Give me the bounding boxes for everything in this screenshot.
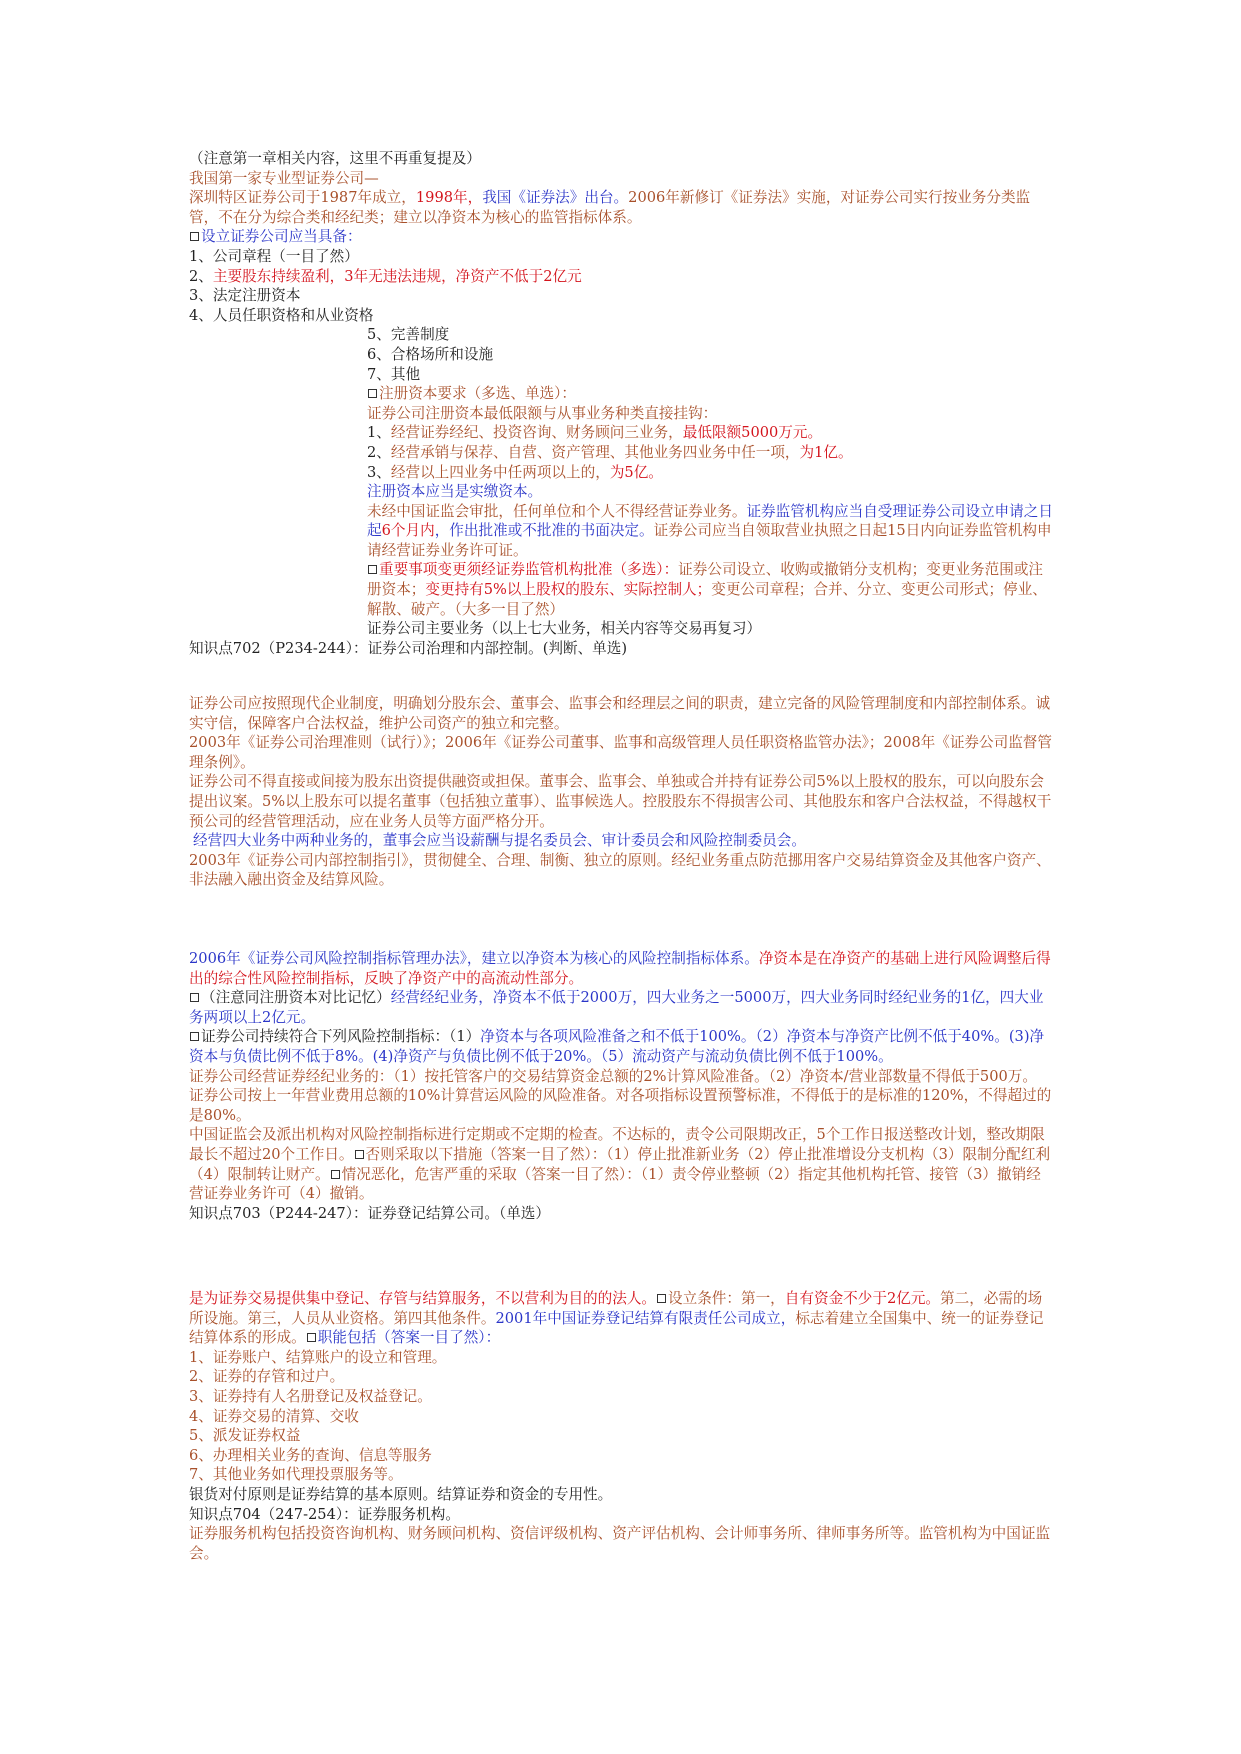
paragraph: [189, 404, 1055, 424]
text-run: 6个月内: [381, 522, 435, 540]
checkbox-square-icon: [307, 1333, 316, 1342]
text-run: 1、证券账户、结算账户的设立和管理。: [189, 1348, 447, 1366]
text-run: （注意第一章相关内容，这里不再重复提及）: [189, 150, 481, 167]
paragraph: [189, 831, 1055, 851]
paragraph: [189, 733, 1055, 772]
text-run: 2003年《证券公司内部控制指引》，贯彻健全、合理、制衡、独立的原则。经纪业务重点防范挪用客户交易结算资金及其他客户资产、非法融入融出资金及结算风险。: [189, 851, 1051, 889]
paragraph: [189, 1348, 1055, 1368]
paragraph: [189, 423, 1055, 443]
text-run: 证券公司应按照现代企业制度，明确划分股东会、董事会、监事会和经理层之间的职责，建立完备的风险管理制度和内部控制体系。诚实守信，保障客户合法权益，维护公司资产的独立和完整。: [189, 695, 1051, 732]
text-run: 经营证券经纪、投资咨询、财务顾问三业务，: [390, 424, 683, 442]
text-run: 中国证监会及派出机构对风险控制指标进行定期或不定期的检查。不达标的，责令公司限期改正，5个工作日报送整改计划，整改期限最长不超过20个工作日。: [189, 1126, 1045, 1163]
checkbox-square-icon: [368, 565, 377, 574]
paragraph: [189, 1485, 1055, 1505]
text-run: 7、其他: [367, 365, 421, 383]
paragraph: [189, 1524, 1055, 1563]
paragraph: [189, 482, 1055, 502]
text-run: 2006年新修订《证券法》实施，对证券公司实行按业务分类监管，不在分为综合类和经纪类；建立以净资本为核心的监管指标体系。: [189, 189, 1031, 226]
text-run: 是为证券交易提供集中登记、存管与结算服务，不以营利为目的的法人。: [189, 1290, 657, 1307]
paragraph: [189, 365, 1055, 385]
checkbox-square-icon: [190, 1032, 199, 1041]
text-run: 2006年《证券公司风险控制指标管理办法》，建立以净资本为核心的风险控制指标体系。: [189, 950, 759, 967]
section-governance-internal-control: [189, 694, 1055, 890]
text-run: 知识点703（P244-247）：证券登记结算公司。（单选）: [189, 1204, 550, 1222]
paragraph: [189, 286, 1055, 306]
text-run: 经营承销与保荐、自营、资产管理、其他业务四业务中任一项，: [390, 443, 800, 461]
text-run: 第二，必需的场所设施。第三，人员从业资格。第四其他条件。: [189, 1290, 1043, 1327]
text-run: 知识点702（P234-244）：证券公司治理和内部控制。(判断、单选): [189, 639, 628, 657]
text-run: （注意同注册资本对比记忆）: [201, 989, 391, 1007]
text-run: 5、完善制度: [367, 326, 450, 344]
text-run: 经营四大业务中两种业务的，董事会应当设薪酬与提名委员会、审计委员会和风险控制委员会。: [193, 832, 806, 850]
text-run: 职能包括（答案一目了然）：: [317, 1329, 501, 1347]
paragraph: [189, 1407, 1055, 1427]
section-company-establishment: [189, 149, 1055, 658]
text-run: 净资本是在净资产的基础上进行风险调整后得出的综合性风险控制指标，反映了净资产中的高流动性部分。: [189, 950, 1051, 987]
text-run: 2、: [367, 443, 391, 461]
paragraph: [189, 149, 1055, 169]
text-run: 证券公司按上一年营业费用总额的10%计算营运风险的风险准备。对各项指标设置预警标准，不得低于的是标准的120%，不得超过的是80%。: [189, 1087, 1052, 1124]
text-run: 经营经纪业务，净资本不低于2000万，四大业务之一5000万，四大业务同时经纪业务的1亿，四大业务两项以上2亿元。: [189, 989, 1044, 1026]
paragraph: [189, 1086, 1055, 1125]
text-run: 3、: [367, 463, 391, 481]
paragraph: [189, 694, 1055, 733]
paragraph: [189, 1367, 1055, 1387]
text-run: 6、合格场所和设施: [367, 345, 494, 363]
text-run: 1、公司章程（一目了然）: [189, 247, 359, 265]
text-run: 设立条件：第一，: [668, 1290, 785, 1307]
text-run: 1、: [367, 424, 391, 442]
text-run: 证券公司应当自领取营业执照之日起15日内向证券监管机构申请经营证券业务许可证。: [367, 522, 1052, 559]
text-run: 2001年中国证券登记结算有限责任公司成立，: [495, 1309, 796, 1327]
paragraph: [189, 306, 1055, 326]
checkbox-square-icon: [368, 389, 377, 398]
text-run: 设立证券公司应当具备：: [201, 228, 362, 246]
text-run: 深圳特区证券公司于1987年成立，: [189, 189, 416, 207]
paragraph: [189, 443, 1055, 463]
text-run: 2003年《证券公司治理准则（试行）》；2006年《证券公司董事、监事和高级管理人员任职资格监管办法》；2008年《证券公司监督管理条例》。: [189, 734, 1052, 771]
text-run: 4、证券交易的清算、交收: [189, 1407, 359, 1425]
paragraph: [189, 1027, 1055, 1066]
paragraph: [189, 1426, 1055, 1446]
paragraph: [189, 639, 1055, 659]
paragraph: [189, 1125, 1055, 1203]
text-run: 2、证券的存管和过户。: [189, 1368, 345, 1386]
text-run: 证券公司经营证券经纪业务的：（1）按托管客户的交易结算资金总额的2%计算风险准备。（2）净资本/营业部数量不得低于500万。: [189, 1067, 1037, 1085]
checkbox-square-icon: [190, 993, 199, 1002]
section-registration-settlement: [189, 1289, 1055, 1563]
text-run: 标志着建立全国集中、统一的证券登记结算体系的形成。: [189, 1309, 1044, 1347]
paragraph: [189, 1387, 1055, 1407]
text-run: 最低限额5000万元。: [682, 424, 823, 442]
paragraph: [189, 1204, 1055, 1224]
paragraph: [189, 267, 1055, 287]
text-run: 证券公司不得直接或间接为股东出资提供融资或担保。董事会、监事会、单独或合并持有证券公司5%以上股权的股东，可以向股东会提出议案。5%以上股东可以提名董事（包括独立董事）、监事候选人。控股股东不得损害公司、其他股东和客户合法权益，不得越权干预公司的经营管理活动，应在业务人员等方面严格分开。: [189, 773, 1052, 830]
text-run: 经营以上四业务中任两项以上的，: [390, 463, 610, 481]
text-run: 变更持有5%以上股权的股东、实际控制人；: [425, 581, 712, 599]
text-run: 4、人员任职资格和从业资格: [189, 306, 374, 324]
text-run: 证券公司持续符合下列风险控制指标：（1）: [201, 1028, 481, 1046]
paragraph: [189, 772, 1055, 831]
paragraph: [189, 1289, 1055, 1348]
text-run: 注册资本应当是实缴资本。: [367, 483, 543, 501]
paragraph: [189, 463, 1055, 483]
text-run: 证券服务机构包括投资咨询机构、财务顾问机构、资信评级机构、资产评估机构、会计师事务所、律师事务所等。监管机构为中国证监会。: [189, 1525, 1051, 1562]
text-run: 证券监管机构应当自受理证券公司设立申请之日起: [367, 502, 1053, 540]
paragraph: [189, 325, 1055, 345]
text-run: 变更公司章程；合并、分立、变更公司形式；停业、解散、破产。（大多一目了然）: [367, 581, 1047, 618]
paragraph: [189, 851, 1055, 890]
paragraph: [189, 1465, 1055, 1485]
paragraph: [189, 1446, 1055, 1466]
text-run: 5、派发证券权益: [189, 1427, 301, 1445]
paragraph: [189, 1505, 1055, 1525]
text-run: 证券公司设立、收购或撤销分支机构；变更业务范围或注册资本；: [367, 561, 1044, 599]
paragraph: [189, 384, 1055, 404]
text-run: 7、其他业务如代理投票服务等。: [189, 1466, 403, 1484]
paragraph: [189, 247, 1055, 267]
paragraph: [189, 949, 1055, 988]
paragraph: [189, 227, 1055, 247]
paragraph: [189, 169, 1055, 189]
text-run: 1998年，: [415, 189, 483, 207]
text-run: 2、: [189, 267, 213, 285]
paragraph: [189, 988, 1055, 1027]
text-run: 主要股东持续盈利，3年无违法违规，净资产不低于2亿元: [212, 267, 582, 285]
text-run: 为1亿。: [799, 443, 853, 461]
text-run: 3、法定注册资本: [189, 287, 301, 305]
text-run: 6、办理相关业务的查询、信息等服务: [189, 1446, 432, 1464]
text-run: 注册资本要求（多选、单选）：: [379, 385, 577, 403]
text-run: 证券公司主要业务（以上七大业务，相关内容等交易再复习）: [367, 620, 762, 638]
text-run: 否则采取以下措施（答案一目了然）：（1）停止批准新业务（2）停止批准增设分支机构（3）限制分配红利（4）限制转让财产。: [189, 1145, 1051, 1183]
text-run: 银货对付原则是证券结算的基本原则。结算证券和资金的专用性。: [189, 1485, 613, 1503]
text-run: 净资本与各项风险准备之和不低于100%。（2）净资本与净资产比例不低于40%。(3)净资本与负债比例不低于8%。(4)净资产与负债比例不低于20%。（5）流动资产与流动负债比例不低于100%。: [189, 1028, 1045, 1065]
text-run: 未经中国证监会审批，任何单位和个人不得经营证券业务。: [367, 502, 747, 520]
text-run: 证券公司注册资本最低限额与从事业务种类直接挂钩：: [367, 404, 718, 422]
checkbox-square-icon: [331, 1170, 340, 1179]
paragraph: [189, 345, 1055, 365]
checkbox-square-icon: [657, 1294, 666, 1303]
section-risk-control-indicators: [189, 949, 1055, 1223]
text-run: 我国第一家专业型证券公司—: [189, 169, 379, 187]
paragraph: [189, 560, 1055, 619]
checkbox-square-icon: [190, 232, 199, 241]
text-run: ，作出批准或不批准的书面决定。: [434, 522, 654, 540]
paragraph: [189, 1067, 1055, 1087]
paragraph: [189, 619, 1055, 639]
checkbox-square-icon: [355, 1150, 364, 1159]
text-run: 自有资金不少于2亿元。: [784, 1290, 941, 1307]
paragraph: [189, 502, 1055, 561]
text-run: 知识点704（247-254）：证券服务机构。: [189, 1505, 460, 1523]
text-run: 3、证券持有人名册登记及权益登记。: [189, 1387, 432, 1405]
paragraph: [189, 188, 1055, 227]
text-run: 为5亿。: [609, 463, 663, 481]
text-run: 我国《证券法》出台。: [482, 189, 629, 207]
text-run: 重要事项变更须经证券监管机构批准（多选）：: [379, 561, 679, 579]
text-run: 情况恶化，危害严重的采取（答案一目了然）：（1）责令停业整顿（2）指定其他机构托管、接管（3）撤销经营证券业务许可（4）撤销。: [189, 1165, 1041, 1203]
